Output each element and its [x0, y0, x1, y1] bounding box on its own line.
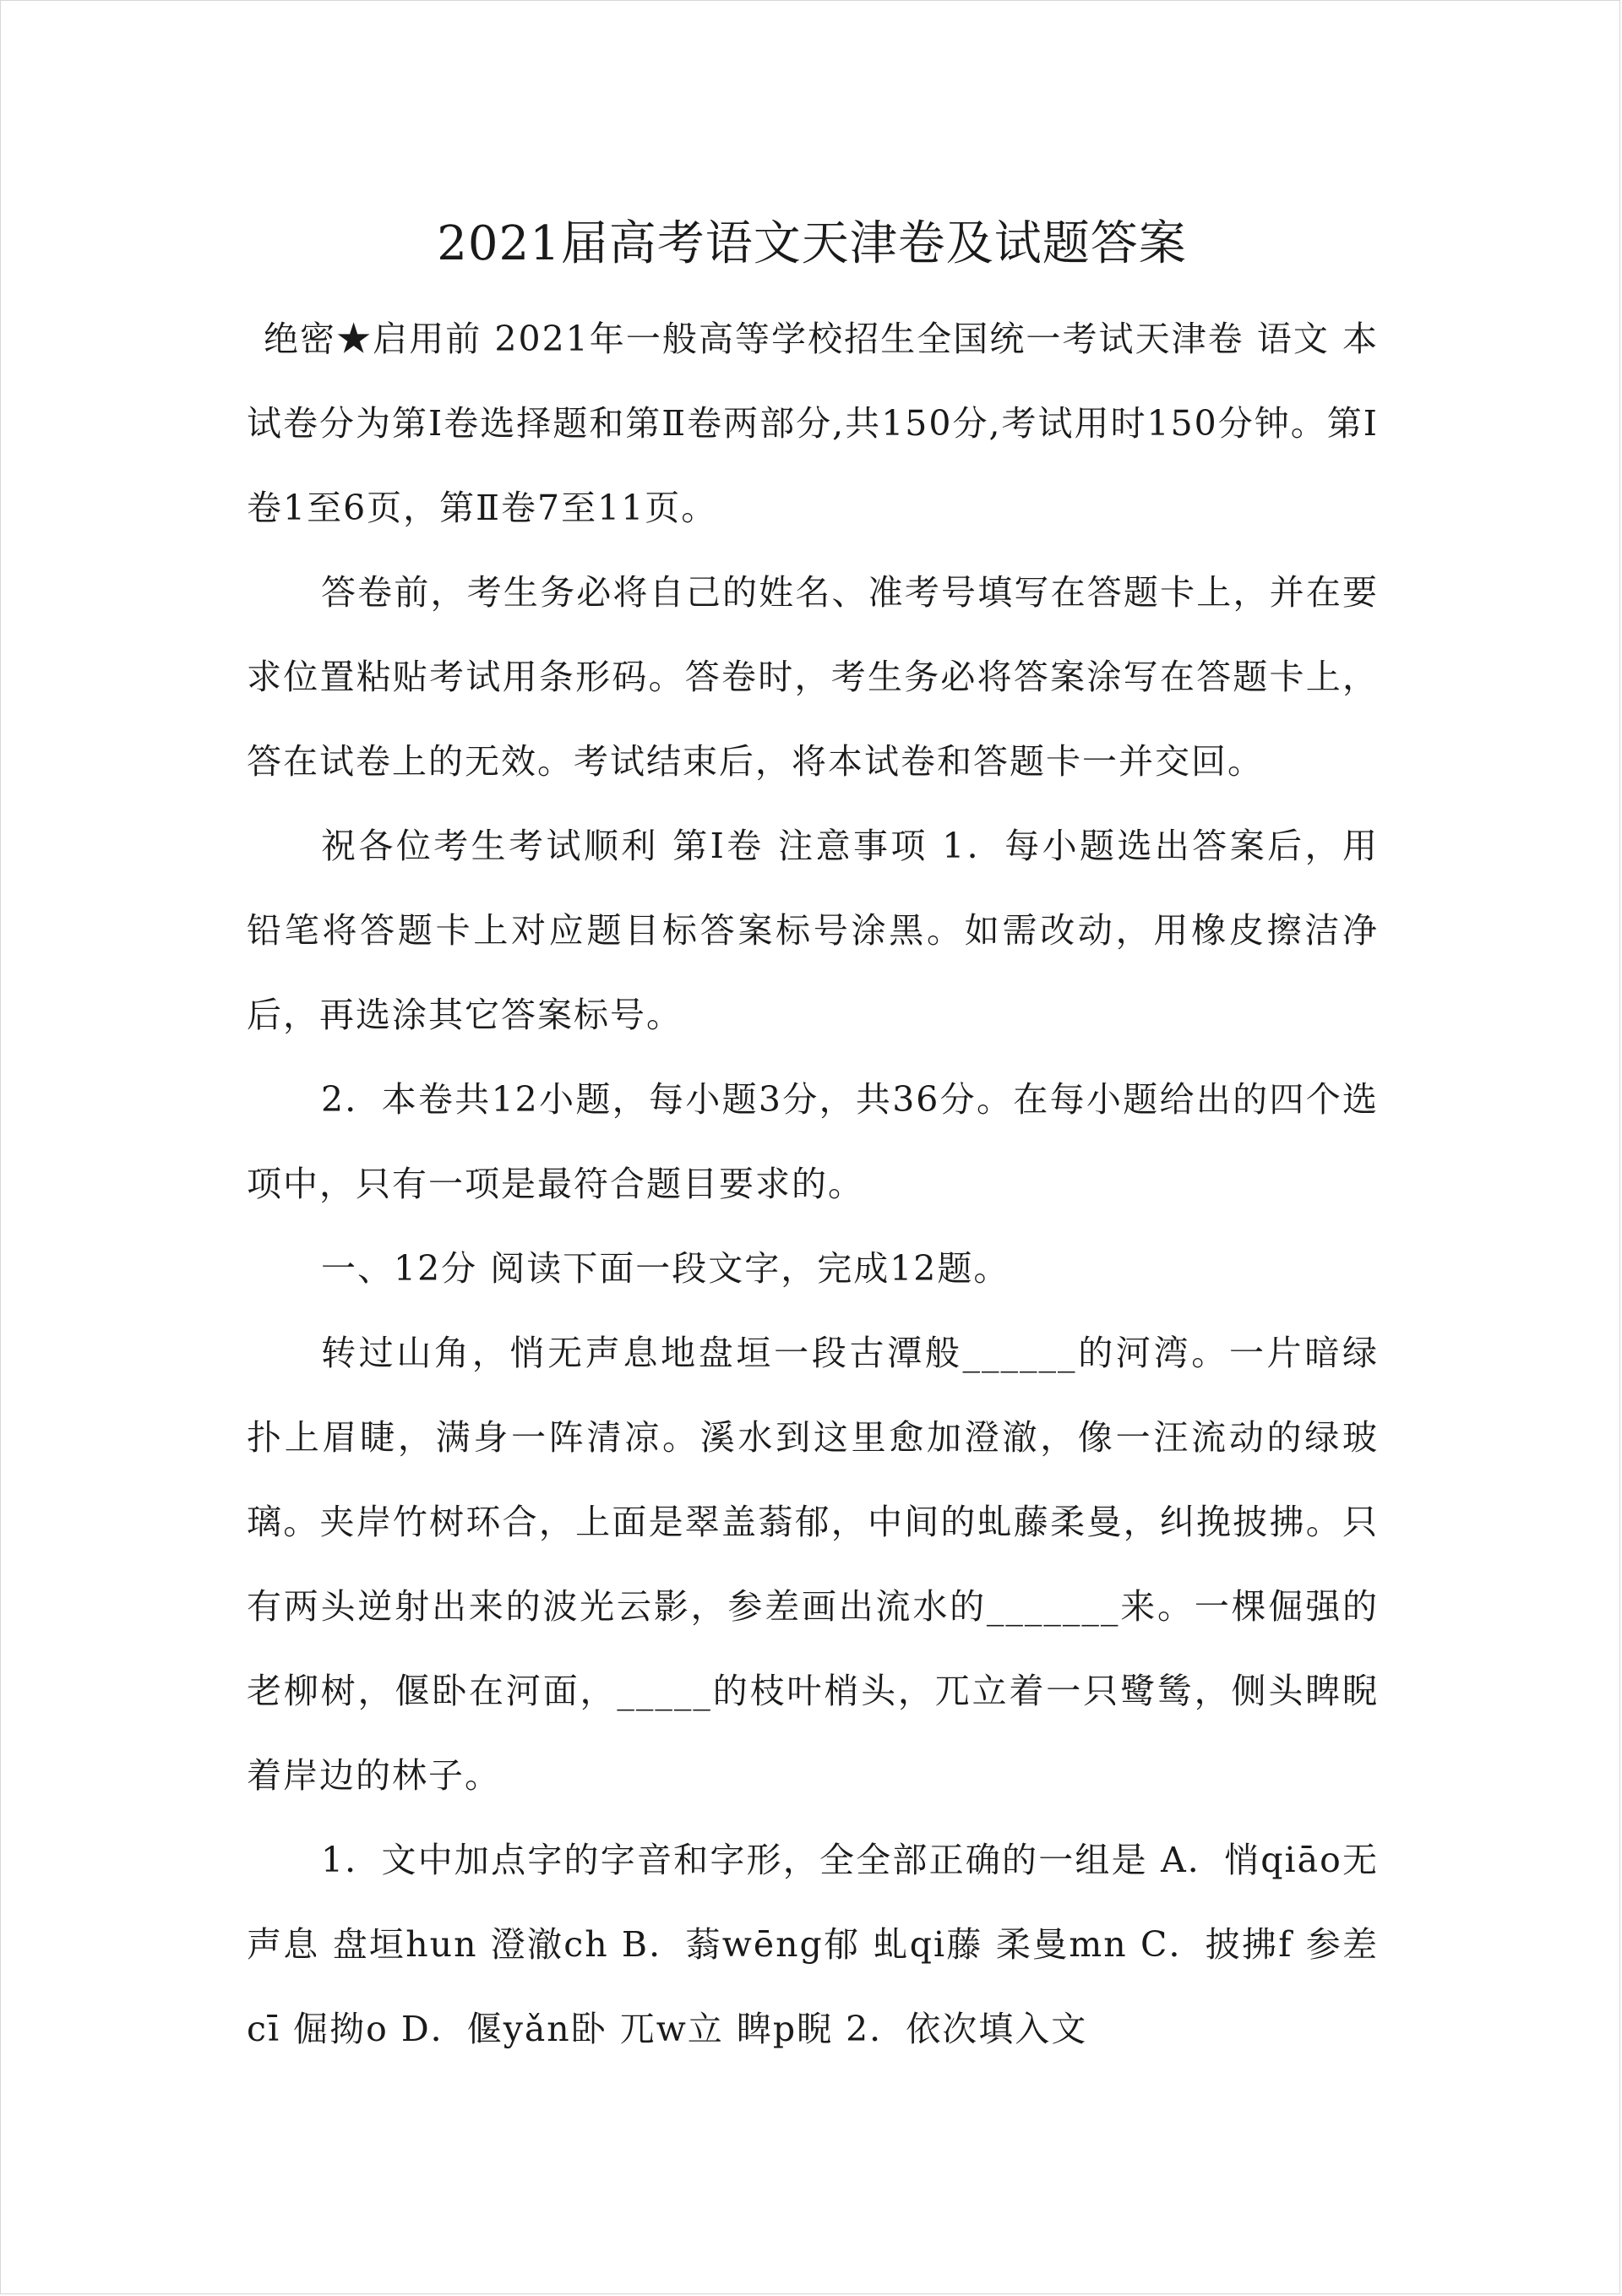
paragraph-answer-instructions: 答卷前，考生务必将自己的姓名、准考号填写在答题卡上，并在要求位置粘贴考试用条形码。答卷时，考生务必将答案涂写在答题卡上，答在试卷上的无效。考试结束后，将本试卷和答题卡一并交回。 — [247, 572, 1379, 782]
paragraph-reading-passage: 转过山角，悄无声息地盘垣一段古潭般______的河湾。一片暗绿扑上眉睫，满身一阵清凉。溪水到这里愈加澄澈，像一汪流动的绿玻璃。夹岸竹树环合，上面是翠盖蓊郁，中间的虬藤柔曼，纠挽披拂。只有两头逆射出来的波光云影，参差画出流水的_______来。一棵倔强的老柳树，偃卧在河面，_____的枝叶梢头，兀立着一只鹭鸶，侧头睥睨着岸边的林子。 — [247, 1333, 1379, 1796]
paragraph-exam-header: 绝密★启用前 2021年一般高等学校招生全国统一考试天津卷 语文 本试卷分为第Ⅰ卷选择题和第Ⅱ卷两部分,共150分,考试用时150分钟。第Ⅰ卷1至6页，第Ⅱ卷7至11页。 — [247, 319, 1379, 528]
document-title: 2021届高考语文天津卷及试题答案 — [437, 216, 1187, 271]
document-body — [247, 297, 1379, 2071]
paragraph-section-heading: 一、12分 阅读下面一段文字，完成12题。 — [321, 1248, 1010, 1289]
paragraph-notes: 祝各位考生考试顺利 第Ⅰ卷 注意事项 1．每小题选出答案后，用铅笔将答题卡上对应题目标答案标号涂黑。如需改动，用橡皮擦洁净后，再选涂其它答案标号。 — [247, 826, 1379, 1035]
paragraph-question-1: 1．文中加点字的字音和字形，全全部正确的一组是 A．悄qiāo无声息 盘垣hun 澄澈ch B．蓊wēng郁 虬qi藤 柔曼mn C．披拂f 参差cī 倔拗o D．偃yǎn卧 兀w立 睥p睨 2．依次填入文 — [247, 1840, 1379, 2049]
paragraph-question-rules: 2．本卷共12小题，每小题3分，共36分。在每小题给出的四个选项中，只有一项是最符合题目要求的。 — [247, 1079, 1379, 1204]
